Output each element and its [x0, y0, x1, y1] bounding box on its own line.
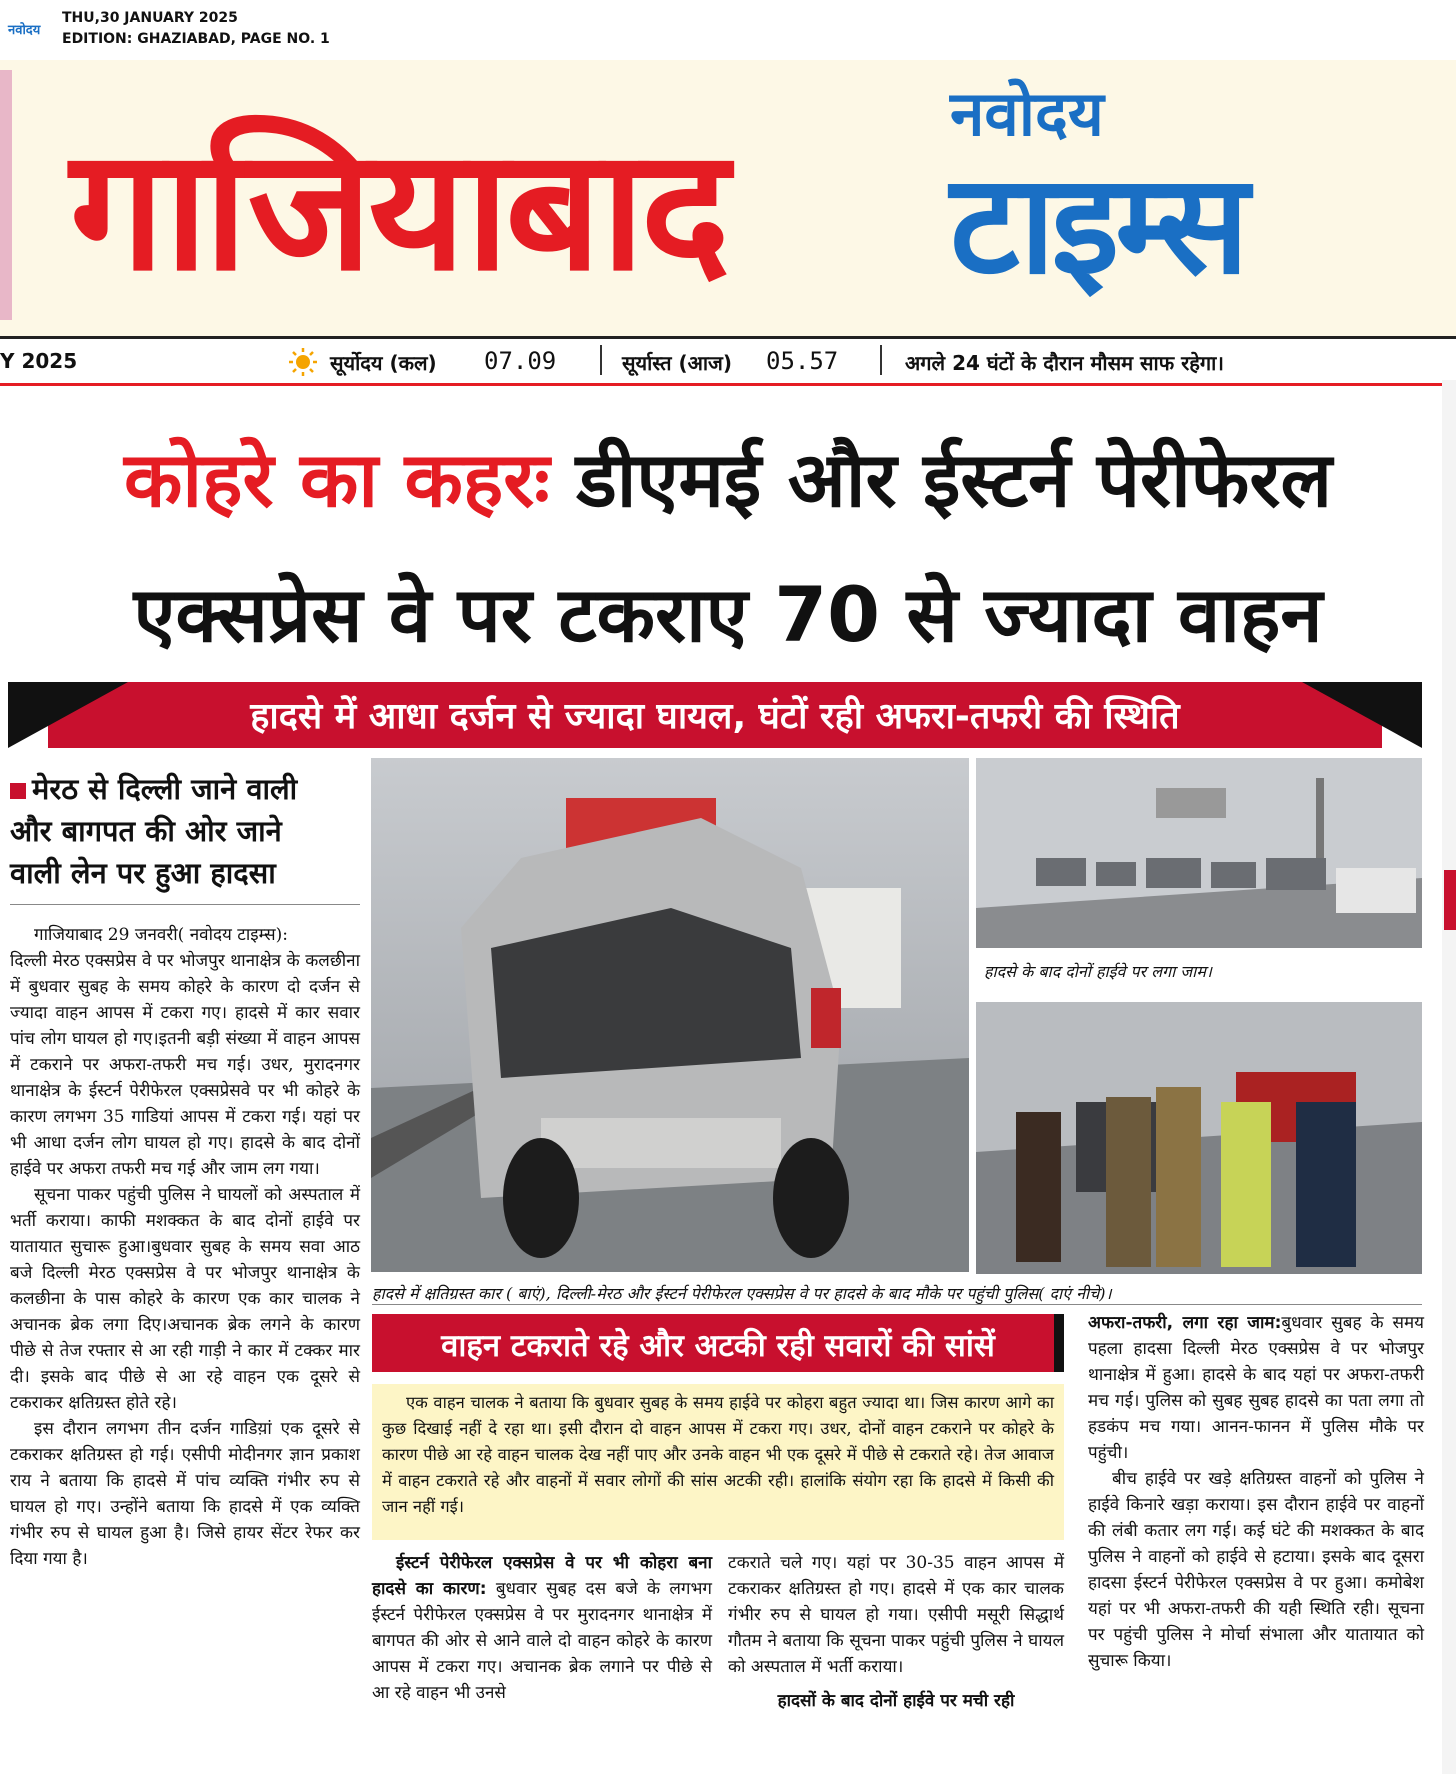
photo-highway-jam — [976, 758, 1422, 948]
main-headline-line1 — [0, 425, 1456, 535]
highway-jam-image — [976, 758, 1422, 948]
paragraph: सूचना पाकर पहुंची पुलिस ने घायलों को अस्पताल में भर्ती कराया। काफी मशक्कत के बाद दोनों हाईवे पर यातायात सुचारू हुआ।बुधवार सुबह के समय सवा आठ बजे दिल्ली मेरठ एक्सप्रेस वे पर भोजपुर थानाक्षेत्र के कलछीना के पास कोहरे के कारण एक कार चालक ने अचानक ब्रेक लगा दिए।अचानक ब्रेक लगने के कारण पीछे से तेज रफ्तार से आ रही गाड़ी ने कार में टक्कर मार दी। इसके बाद पीछे से आ रहे वाहन एक दूसरे से टकराकर क्षतिग्रस्त होते रहे। — [10, 1185, 360, 1413]
masthead-side-strip — [0, 70, 12, 320]
edition-meta — [0, 0, 1456, 60]
year-fragment: Y 2025 — [0, 349, 78, 373]
article-column-4 — [1088, 1310, 1424, 1674]
masthead — [0, 60, 1456, 336]
bullet-square-icon — [10, 783, 26, 799]
masthead-brand-top: नवोदय — [950, 77, 1104, 150]
paragraph-lead: ईस्टर्न पेरीफेरल एक्सप्रेस वे पर भी कोहरा बना हादसे का कारण: — [372, 1553, 712, 1599]
headline-text: डीएमई और ईस्टर्न पेरीफेरल — [549, 435, 1332, 524]
sunrise-time: 07.09 — [484, 347, 557, 375]
article-column-2 — [372, 1550, 712, 1706]
article-column-1 — [10, 922, 360, 1572]
photo-caption-main: हादसे में क्षतिग्रस्त कार ( बाएं), दिल्ली-मेरठ और ईस्टर्न पेरीफेरल एक्सप्रेस वे पर हादसे के बाद मौके पर पहुंची पुलिस( दाएं नीचे)। — [372, 1284, 1112, 1303]
edition-line: EDITION: GHAZIABAD, PAGE NO. 1 — [62, 31, 330, 47]
sunset-label: सूर्यास्त (आज) — [622, 351, 733, 375]
divider — [880, 345, 882, 375]
photo-caption-right: हादसे के बाद दोनों हाईवे पर लगा जाम। — [984, 962, 1212, 981]
sunset-time: 05.57 — [766, 347, 839, 375]
paragraph: टकराते चले गए। यहां पर 30-35 वाहन आपस में टकराकर क्षतिग्रस्त हो गए। हादसे में एक कार चालक गंभीर रुप से घायल हो गया। एसीपी मसूरी सिद्धार्थ गौतम ने बताया कि सूचना पाकर पहुंची पुलिस ने घायल को अस्पताल में भर्ती कराया। — [728, 1553, 1064, 1677]
dateline: गाजियाबाद 29 जनवरी( नवोदय टाइम्स): — [34, 925, 288, 945]
side-headline — [10, 768, 360, 894]
article-column-3 — [728, 1550, 1064, 1714]
date-line: THU,30 JANUARY 2025 — [62, 10, 238, 26]
masthead-city-title: गाजियाबाद — [70, 112, 726, 308]
paragraph: ईस्टर्न पेरीफेरल एक्सप्रेस वे पर भी कोहरा बना हादसे का कारण: बुधवार सुबह दस बजे के लगभग ईस्टर्न पेरीफेरल एक्सप्रेस वे पर मुरादनगर थानाक्षेत्र में बागपत की ओर से आने वाले दो वाहन कोहरे के कारण आपस में टकरा गए। अचानक ब्रेक लगाने पर पीछे से आ रहे वाहन भी उनसे — [372, 1553, 712, 1703]
quote-text: एक वाहन चालक ने बताया कि बुधवार सुबह के समय हाईवे पर कोहरा बहुत ज्यादा था। जिस कारण आगे का कुछ दिखाई नहीं दे रहा था। इसी दौरान दो वाहन आपस में टकरा गए। उधर, दोनों वाहन टकराने पर कोहरे के कारण पीछे आ रहे वाहन चालक देख नहीं पाए और उनके वाहन भी एक दूसरे में पीछे से टकराते रहे। तेज आवाज में वाहन टकराते रहे और वाहनों में सवार लोगों की सांस अटकी रही। हालांकि संयोग रहा कि हादसे में किसी की जान नहीं गई। — [382, 1393, 1054, 1516]
sunrise-label: सूर्योदय (कल) — [330, 351, 437, 375]
damaged-car-image — [371, 758, 969, 1272]
sun-icon — [288, 347, 318, 377]
photo-police-at-site — [976, 1002, 1422, 1274]
subheadline-banner — [8, 682, 1422, 748]
masthead-brand-bottom: टाइम्स — [950, 144, 1246, 305]
paragraph: इस दौरान लगभग तीन दर्जन गाडिय़ां एक दूसरे से टकराकर क्षतिग्रस्त हो गई। एसीपी मोदीनगर ज्ञान प्रकाश राय ने बताया कि हादसे में पांच व्यक्ति गंभीर रुप से घायल हो गए। उन्होंने बताया कि हादसे में एक व्यक्ति गंभीर रुप से घायल हुआ है। जिसे हायर सेंटर रेफर कर दिया गया है। — [10, 1419, 360, 1569]
paragraph: बीच हाईवे पर खड़े क्षतिग्रस्त वाहनों को पुलिस ने हाईवे किनारे खड़ा कराया। इस दौरान हाईवे पर वाहनों की लंबी कतार लग गई। कई घंटे की मशक्कत के बाद पुलिस ने वाहनों को हाईवे से हटाया। इसके बाद दूसरा हादसा ईस्टर्न पेरीफेरल एक्सप्रेस वे पर हुआ। कमोबेश यहां पर भी अफरा-तफरी की यही स्थिति रही। सूचना पर पहुंची पुलिस ने मोर्चा संभाला और यातायात को सुचारू किया। — [1088, 1469, 1424, 1671]
brand-logo-small: नवोदय — [8, 23, 41, 38]
photo-damaged-car — [371, 758, 969, 1272]
side-headline-line: और बागपत की ओर जाने — [10, 814, 282, 848]
side-headline-line: मेरठ से दिल्ली जाने वाली — [10, 768, 360, 810]
side-headline-line: वाली लेन पर हुआ हादसा — [10, 856, 276, 890]
paragraph-lead: अफरा-तफरी, लगा रहा जाम: — [1088, 1313, 1282, 1333]
edition-info — [62, 8, 330, 50]
divider — [10, 904, 360, 905]
adjacent-page-edge — [1442, 380, 1456, 1774]
weather-forecast: अगले 24 घंटों के दौरान मौसम साफ रहेगा। — [905, 351, 1224, 375]
police-at-site-image — [976, 1002, 1422, 1274]
paragraph: दिल्ली मेरठ एक्सप्रेस वे पर भोजपुर थानाक्षेत्र के कलछीना में बुधवार सुबह के समय कोहरे के कारण दो दर्जन से ज्यादा वाहन आपस में टकरा गए। हादसे में कार सवार पांच लोग घायल हो गए।इतनी बड़ी संख्या में वाहन आपस में टकराने पर अफरा-तफरी मच गई। उधर, मुरादनगर थानाक्षेत्र के ईस्टर्न पेरीफेरल एक्सप्रेसवे पर भी कोहरे के कारण लगभग 35 गाडियां आपस में टकरा गई। यहां पर भी आधा दर्जन लोग घायल हो गए। हादसे के बाद दोनों हाईवे पर अफरा तफरी मच गई और जाम लग गया। — [10, 951, 360, 1179]
subheadline: हादसे में आधा दर्जन से ज्यादा घायल, घंटों रही अफरा-तफरी की स्थिति — [250, 696, 1180, 737]
paragraph: अफरा-तफरी, लगा रहा जाम:बुधवार सुबह के समय पहला हादसा दिल्ली मेरठ एक्सप्रेस वे पर भोजपुर थानाक्षेत्र में हुआ। हादसे के बाद यहां पर अफरा-तफरी मच गई। पुलिस को सुबह सुबह हादसे का पता लगा तो हडकंप मच गया। आनन-फानन में पुलिस मौके पर पहुंची। — [1088, 1313, 1424, 1463]
quote-box — [372, 1384, 1064, 1540]
divider — [372, 1304, 1422, 1305]
section-title-banner — [372, 1314, 1064, 1372]
main-headline-line2: एक्सप्रेस वे पर टकराए 70 से ज्यादा वाहन — [133, 570, 1323, 659]
divider — [600, 345, 602, 375]
headline-highlight: कोहरे का कहरः — [124, 435, 550, 524]
section-title: वाहन टकराते रहे और अटकी रही सवारों की सांसें — [441, 1328, 995, 1364]
subheading: हादसों के बाद दोनों हाईवे पर मची रही — [777, 1691, 1015, 1711]
weather-info-bar — [0, 336, 1456, 386]
